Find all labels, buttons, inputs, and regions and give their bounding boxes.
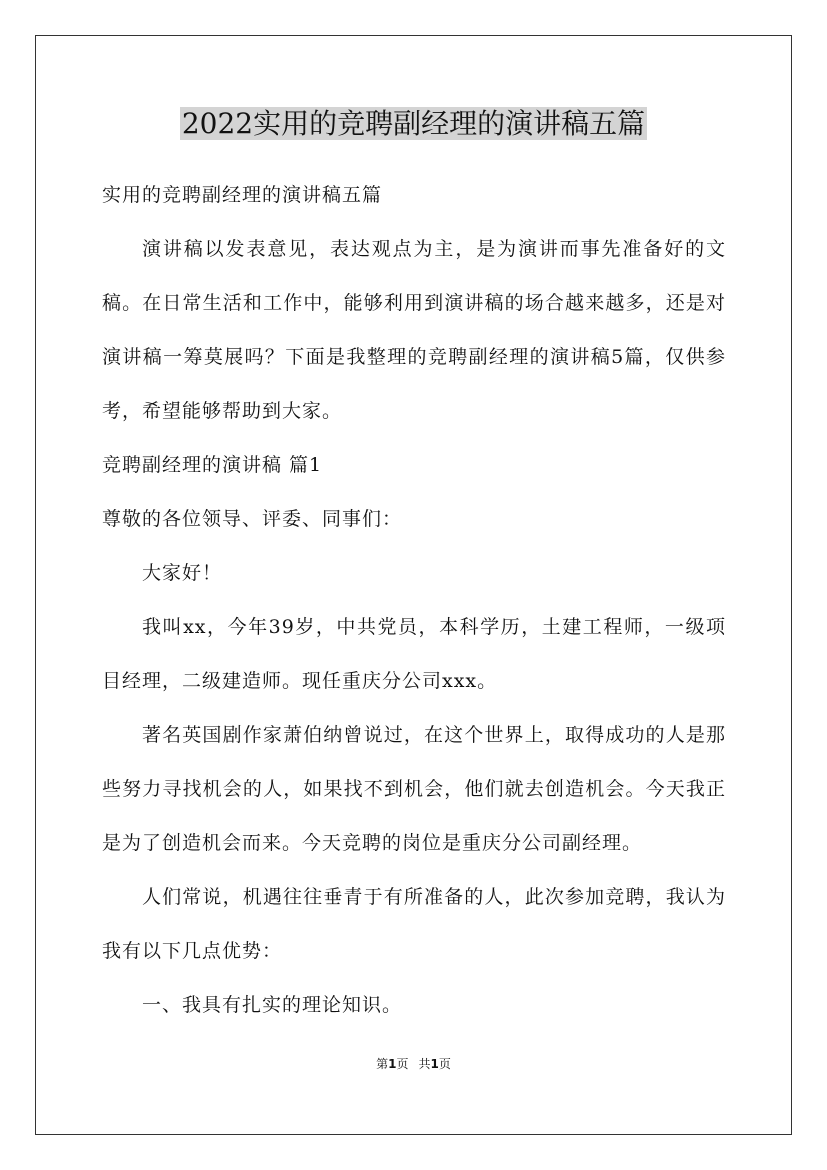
- advantages-intro-paragraph: 人们常说，机遇往往垂青于有所准备的人，此次参加竞聘，我认为我有以下几点优势：: [102, 886, 726, 962]
- greeting-paragraph: 大家好！: [142, 562, 223, 584]
- salutation-paragraph: 尊敬的各位领导、评委、同事们：: [102, 508, 403, 530]
- section-heading: 竞聘副经理的演讲稿 篇1: [102, 454, 323, 476]
- page-unit: 页: [396, 1057, 409, 1071]
- quote-paragraph: 著名英国剧作家萧伯纳曾说过，在这个世界上，取得成功的人是那些努力寻找机会的人，如果找不到机会，他们就去创造机会。今天我正是为了创造机会而来。今天竞聘的岗位是重庆分公司副经理。: [102, 724, 726, 854]
- document-body: [102, 168, 726, 1032]
- document-title-text: 2022实用的竞聘副经理的演讲稿五篇: [181, 107, 646, 140]
- total-page-number: 1: [430, 1057, 439, 1071]
- total-prefix: 共: [418, 1057, 431, 1071]
- subtitle-paragraph: 实用的竞聘副经理的演讲稿五篇: [102, 184, 383, 206]
- page-footer: [0, 1056, 827, 1072]
- current-page-number: 1: [388, 1057, 397, 1071]
- intro-paragraph: 演讲稿以发表意见，表达观点为主，是为演讲而事先准备好的文稿。在日常生活和工作中，能够利用到演讲稿的场合越来越多，还是对演讲稿一筹莫展吗？下面是我整理的竞聘副经理的演讲稿5篇，仅供参考，希望能够帮助到大家。: [102, 238, 726, 422]
- total-unit: 页: [438, 1057, 451, 1071]
- self-intro-paragraph: 我叫xx，今年39岁，中共党员，本科学历，土建工程师，一级项目经理，二级建造师。现任重庆分公司xxx。: [102, 616, 726, 692]
- advantage-one-paragraph: 一、我具有扎实的理论知识。: [142, 994, 403, 1016]
- page-prefix: 第: [376, 1057, 389, 1071]
- document-title: [0, 104, 827, 144]
